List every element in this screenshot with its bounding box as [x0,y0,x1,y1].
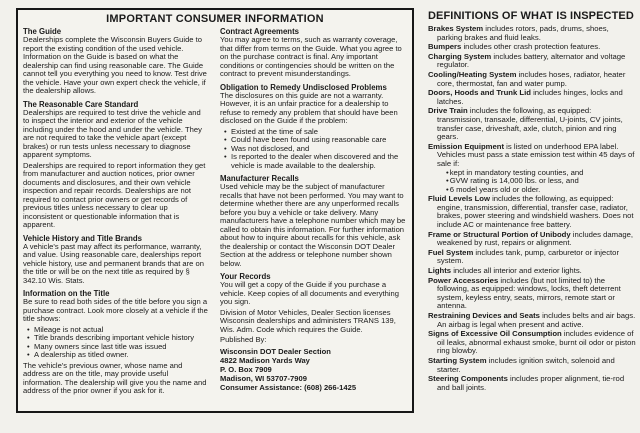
definition-term: Fuel System [428,247,474,257]
definition-term: Emission Equipment [428,141,505,151]
definition-term: Steering Components [428,374,508,384]
section-heading: Your Records [220,272,271,281]
section-heading: The Reasonable Care Standard [23,99,139,109]
section-heading: Manufacturer Recalls [220,174,299,183]
bullet-item: • Is reported to the dealer when discovered and the vehicle is made available to the dealership. [220,153,407,170]
definition-entry [428,375,636,392]
definition-term: Charging System [428,51,492,61]
bullet-item: • Mileage is not actual [23,326,209,335]
definition-term: Bumpers [428,42,462,52]
definition-entry [428,89,636,106]
section [220,27,407,79]
definition-entry [428,143,636,195]
bullet-list [220,128,407,171]
definition-entry [428,249,636,266]
definitions-list [428,25,636,392]
definition-text: includes belts and air bags. An airbag is legal when present and active. [437,311,636,329]
bullet-list [23,326,209,360]
section-heading: The Guide [23,27,62,36]
definition-text: includes evidence of oil leaks, abnormal exhaust smoke, burnt oil odor or piston ring blowby. [437,329,636,356]
definition-bullet-item: • kept in mandatory testing counties, and [443,169,636,178]
definition-text: includes all interior and exterior lights. [451,266,582,276]
definition-entry [428,231,636,248]
section [23,234,209,286]
definition-term: Restraining Devices and Seats [428,311,540,320]
definitions-panel [428,6,636,393]
consumer-information-box [16,8,414,413]
definition-entry [428,330,636,356]
paragraph: You will get a copy of the Guide if you purchase a vehicle. Keep copies of all documents and everything you sign. [220,280,399,306]
definition-term: Fluid Levels Low [428,194,490,204]
definition-text: includes other crash protection features. [461,42,601,52]
bullet-item: • Existed at the time of sale [220,128,407,137]
box-columns [23,27,407,398]
definition-term: Doors, Hoods and Trunk Lid [428,88,531,98]
section-heading: Obligation to Remedy Undisclosed Problems [220,82,387,92]
definition-term: Lights [428,266,452,276]
section [220,174,407,268]
definition-text: includes the following, as equipped: engine, transmission, differential, transfer case, radiator, brakes, power steering and windshield washers. Does not include AC or maintenance free battery. [437,194,634,230]
definition-term: Starting System [428,355,487,365]
definition-text: is listed on underhood EPA label. Vehicles must pass a state emission test within 45 days of sale if: [437,141,635,168]
definition-text: includes tank, pump, carburetor or injector system. [437,247,620,266]
definition-text: includes hinges, locks and latches. [437,88,623,106]
section-heading: Contract Agreements [220,27,299,36]
section [23,289,209,396]
definition-text: includes battery, alternator and voltage regulator. [437,51,626,70]
definition-term: Signs of Excessive Oil Consumption [428,329,562,339]
definition-entry [428,195,636,229]
middle-column [220,27,407,398]
definition-entry [428,53,636,70]
paragraph: Used vehicle may be the subject of manufacturer recalls that have not been performed. You may want to determine whether there are any unperformed recalls before you buy a vehicle or take delivery. Many manufacturers have a telephone number which may be called to obtain this information. For further information about how to inquire about recalls for this vehicle, ask the dealership or contact the Wisconsin DOT Dealer Section at the address or telephone number shown below. [220,182,406,268]
paragraph: Dealerships are required to report information they get from manufacturer and auction notices, prior owner documents and disclosures, and their own vehicle inspection and repair records. Dealerships are not required to contact prior owners or get records of previous titles unless necessary to clear up inconsistent or questionable information that is apparent. [23,160,206,229]
left-column [23,27,209,398]
definition-text: includes rotors, pads, drums, shoes, parking brakes and fluid leaks. [437,24,609,42]
publisher-line: P. O. Box 7909 [220,364,272,374]
definition-bullet-item: • 6 model years old or older. [443,186,636,195]
paragraph: Be sure to read both sides of the title before you sign a purchase contract. Look more closely at a vehicle if the title shows: [23,297,208,323]
publisher-line: Madison, WI 53707-7909 [220,373,307,383]
publisher-line: 4822 Madison Yards Way [220,355,310,365]
section [23,100,209,230]
paragraph: A vehicle's past may affect its performance, warranty, and value. Using reasonable care, dealerships report vehicle history, use and permanent brands that are on the title or will be on the next title as required by § 342.10 Wis. Stats. [23,241,204,285]
definition-entry [428,277,636,311]
paragraph: You may agree to terms, such as warranty coverage, that differ from terms on the Guide. What you agree to on the purchase contract is final. Any important conditions or contingencies should be written on the contract to prevent misunderstandings. [220,35,402,78]
definition-entry [428,267,636,276]
bullet-item: • Many owners since last title was issued [23,343,209,352]
definition-entry [428,312,636,329]
definition-entry [428,357,636,374]
box-title: IMPORTANT CONSUMER INFORMATION [106,13,324,25]
bullet-item: • Could have been found using reasonable care [220,136,407,145]
section [220,83,407,171]
definition-text: includes damage, weakened by rust, repairs or alignment. [437,229,634,248]
paragraph: Dealerships are required to test drive the vehicle and to inspect the interior and exterior of the vehicle including under the hood and under the vehicle. They are not required to take the vehicle apart (except brakes) or run tests unless necessary to diagnose apparent symptoms. [23,107,202,159]
definition-term: Power Accessories [428,275,499,285]
definition-text: includes (but not limited to) the following, as equipped: windows, locks, theft deterrent system, keyless entry, seats, mirrors, remote start or antenna. [437,275,621,311]
definition-bullet-list [437,169,636,195]
bullet-item: • A dealership as titled owner. [23,351,209,360]
definition-term: Frame or Structural Portion of Unibody [428,229,571,239]
section-heading: Information on the Title [23,289,110,298]
definition-text: includes proper alignment, tie-rod and ball joints. [437,374,625,392]
section [220,272,407,392]
definition-term: Cooling/Heating System [428,69,517,79]
paragraph: Dealerships complete the Wisconsin Buyers Guide to report the existing condition of the used vehicle. Information on the Guide is based on what the dealership can find using reasonable care. The Guide cannot tell you everything you need to know. Test drive the vehicle. Have your own expert check the vehicle, if the dealership allows. [23,35,207,95]
bullet-item: • Title brands describing important vehicle history [23,334,209,343]
definition-entry [428,43,636,52]
definition-bullet-item: • GVW rating is 14,000 lbs. or less, and [443,177,636,186]
paragraph: Division of Motor Vehicles, Dealer Section licenses Wisconsin dealerships and administers TRANS 139, Wis. Adm. Code which requires the Guide. [220,307,396,334]
definition-term: Drive Train [428,106,468,116]
definition-text: includes hoses, radiator, heater core, thermostat, fan and water pump. [437,69,626,88]
paragraph: Published By: [220,335,267,344]
section-heading: Vehicle History and Title Brands [23,233,143,243]
publisher-line: Wisconsin DOT Dealer Section [220,346,331,356]
definition-entry [428,107,636,141]
definitions-title: DEFINITIONS OF WHAT IS INSPECTED [428,10,634,22]
definition-text: includes ignition switch, solenoid and starter. [437,355,615,374]
definition-entry [428,25,636,42]
bullet-item: • Was not disclosed, and [220,145,407,154]
definition-term: Brakes System [428,24,484,33]
definition-text: includes the following, as equipped: transmission, transaxle, differential, U-joints, CV joints, transfer case, driveshaft, axle, clutch, pinion and ring gears. [437,106,623,142]
section [23,27,209,96]
paragraph: The vehicle's previous owner, whose name and address are on the title, may provide useful information. The dealership will give you the name and address of the prior owner if you ask for it. [23,360,207,395]
paragraph: The disclosures on this guide are not a warranty. However, it is an unfair practice for a dealership to refuse to remedy any problem that should have been disclosed on the Guide if the problem: [220,90,398,125]
paragraph: Consumer Assistance: (608) 266-1425 [220,382,357,392]
definition-entry [428,71,636,88]
